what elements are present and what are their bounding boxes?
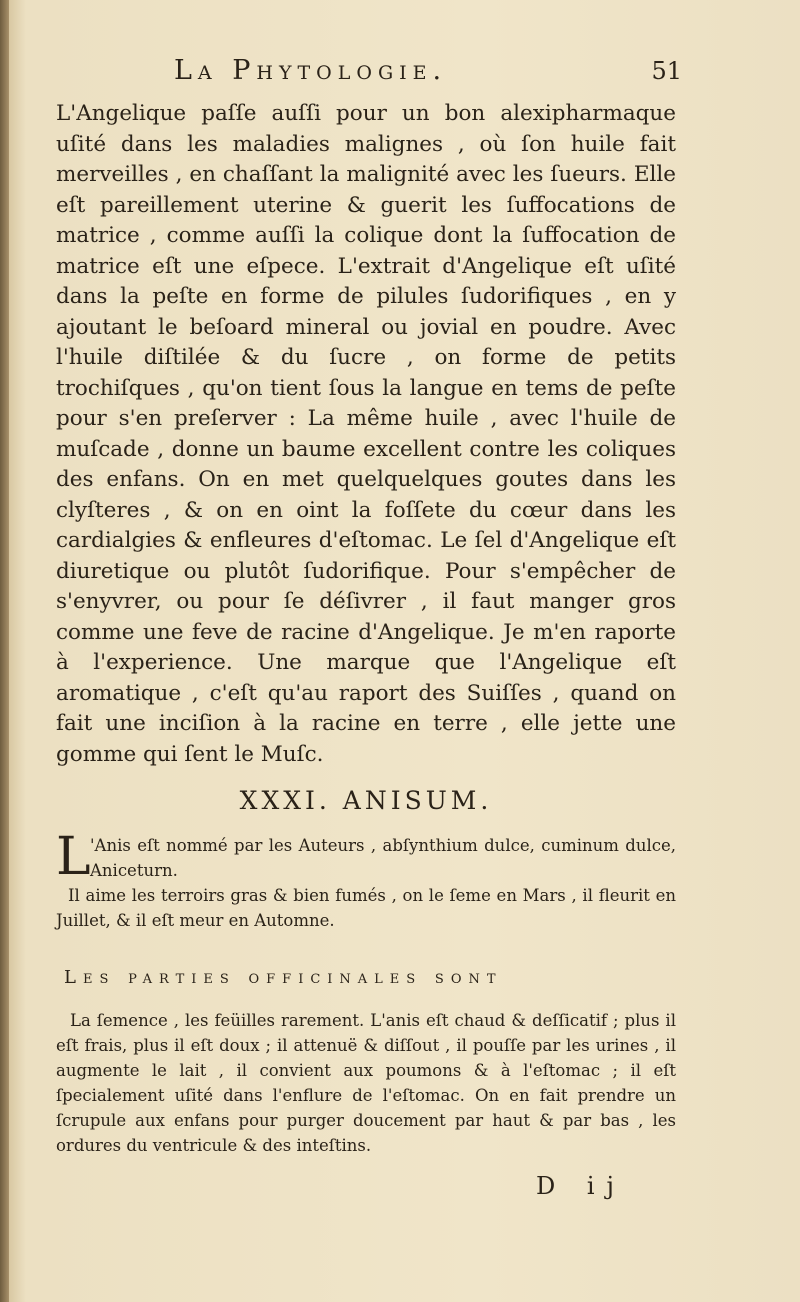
parts-text: La ſemence , les feüilles rarement. L'anis eſt chaud & deſſicatif ; plus il eſt frais, plus il eſt doux ; il attenuë & diſſout , il pouſſe par les urines , il augmente le lait , il convient aux poumons & à l'eſtomac ; il eſt ſpecialement uſité dans l'enflure de l'eſtomac. On en fait prendre un ſcrupule aux enfans pour purger doucement par haut & par bas , les ordures du ventricule & des inteſtins. [56, 1011, 676, 1155]
anisum-section [56, 827, 676, 1158]
parts-heading: Les parties officinales sont [64, 967, 503, 988]
angelique-paragraph [56, 99, 676, 770]
anis-names-paragraph [56, 827, 676, 887]
anis-names-text: 'Anis eſt nommé par les Auteurs , abſynthium dulce, cuminum dulce, Aniceturn. [90, 836, 676, 880]
running-title: La Phytologie. [174, 55, 448, 86]
page-gutter [0, 0, 9, 1302]
paragraph-text: L'Angelique paſſe auſſi pour un bon alexipharmaque uſité dans les maladies malignes , où ſon huile fait merveilles , en chaſſant la malignité avec les ſueurs. Elle eſt pareillement uterine & guerit les ſuffocations de matrice , comme auſſi la colique dont la ſuffocation de matrice eſt une eſpece. L'extrait d'Angelique eſt uſité dans la peſte en forme de pilules ſudorifiques , en y ajoutant le beſoard mineral ou jovial en poudre. Avec l'huile diſtilée & du ſucre , on forme de petits trochiſques , qu'on tient ſous la langue en tems de peſte pour s'en preſerver : La même huile , avec l'huile de muſcade , donne un baume excellent contre les coliques des enfans. On en met quelquelques goutes dans les clyſteres , & on en oint la foſſete du cœur dans les cardialgies & enfleures d'eſtomac. Le ſel d'Angelique eſt diuretique ou plutôt ſudorifique. Pour s'empêcher de s'enyvrer, ou pour ſe déſivrer , il faut manger gros comme une feve de racine d'Angelique. Je m'en raporte à l'experience. Une marque que l'Angelique eſt aromatique , c'eſt qu'au raport des Suiſſes , quand on fait une inciſion à la racine en terre , elle jette une gomme qui ſent le Muſc. [56, 101, 676, 767]
drop-cap: L [56, 827, 91, 887]
section-title: XXXI. ANISUM. [239, 786, 493, 815]
signature-mark: D ij [536, 1172, 626, 1200]
page-number: 51 [651, 57, 682, 85]
page-content [56, 55, 682, 1200]
page-header [56, 55, 682, 99]
anis-culture-text: Il aime les terroirs gras & bien fumés , on le ſeme en Mars , il fleurit en Juillet, & il eſt meur en Automne. [56, 886, 676, 930]
